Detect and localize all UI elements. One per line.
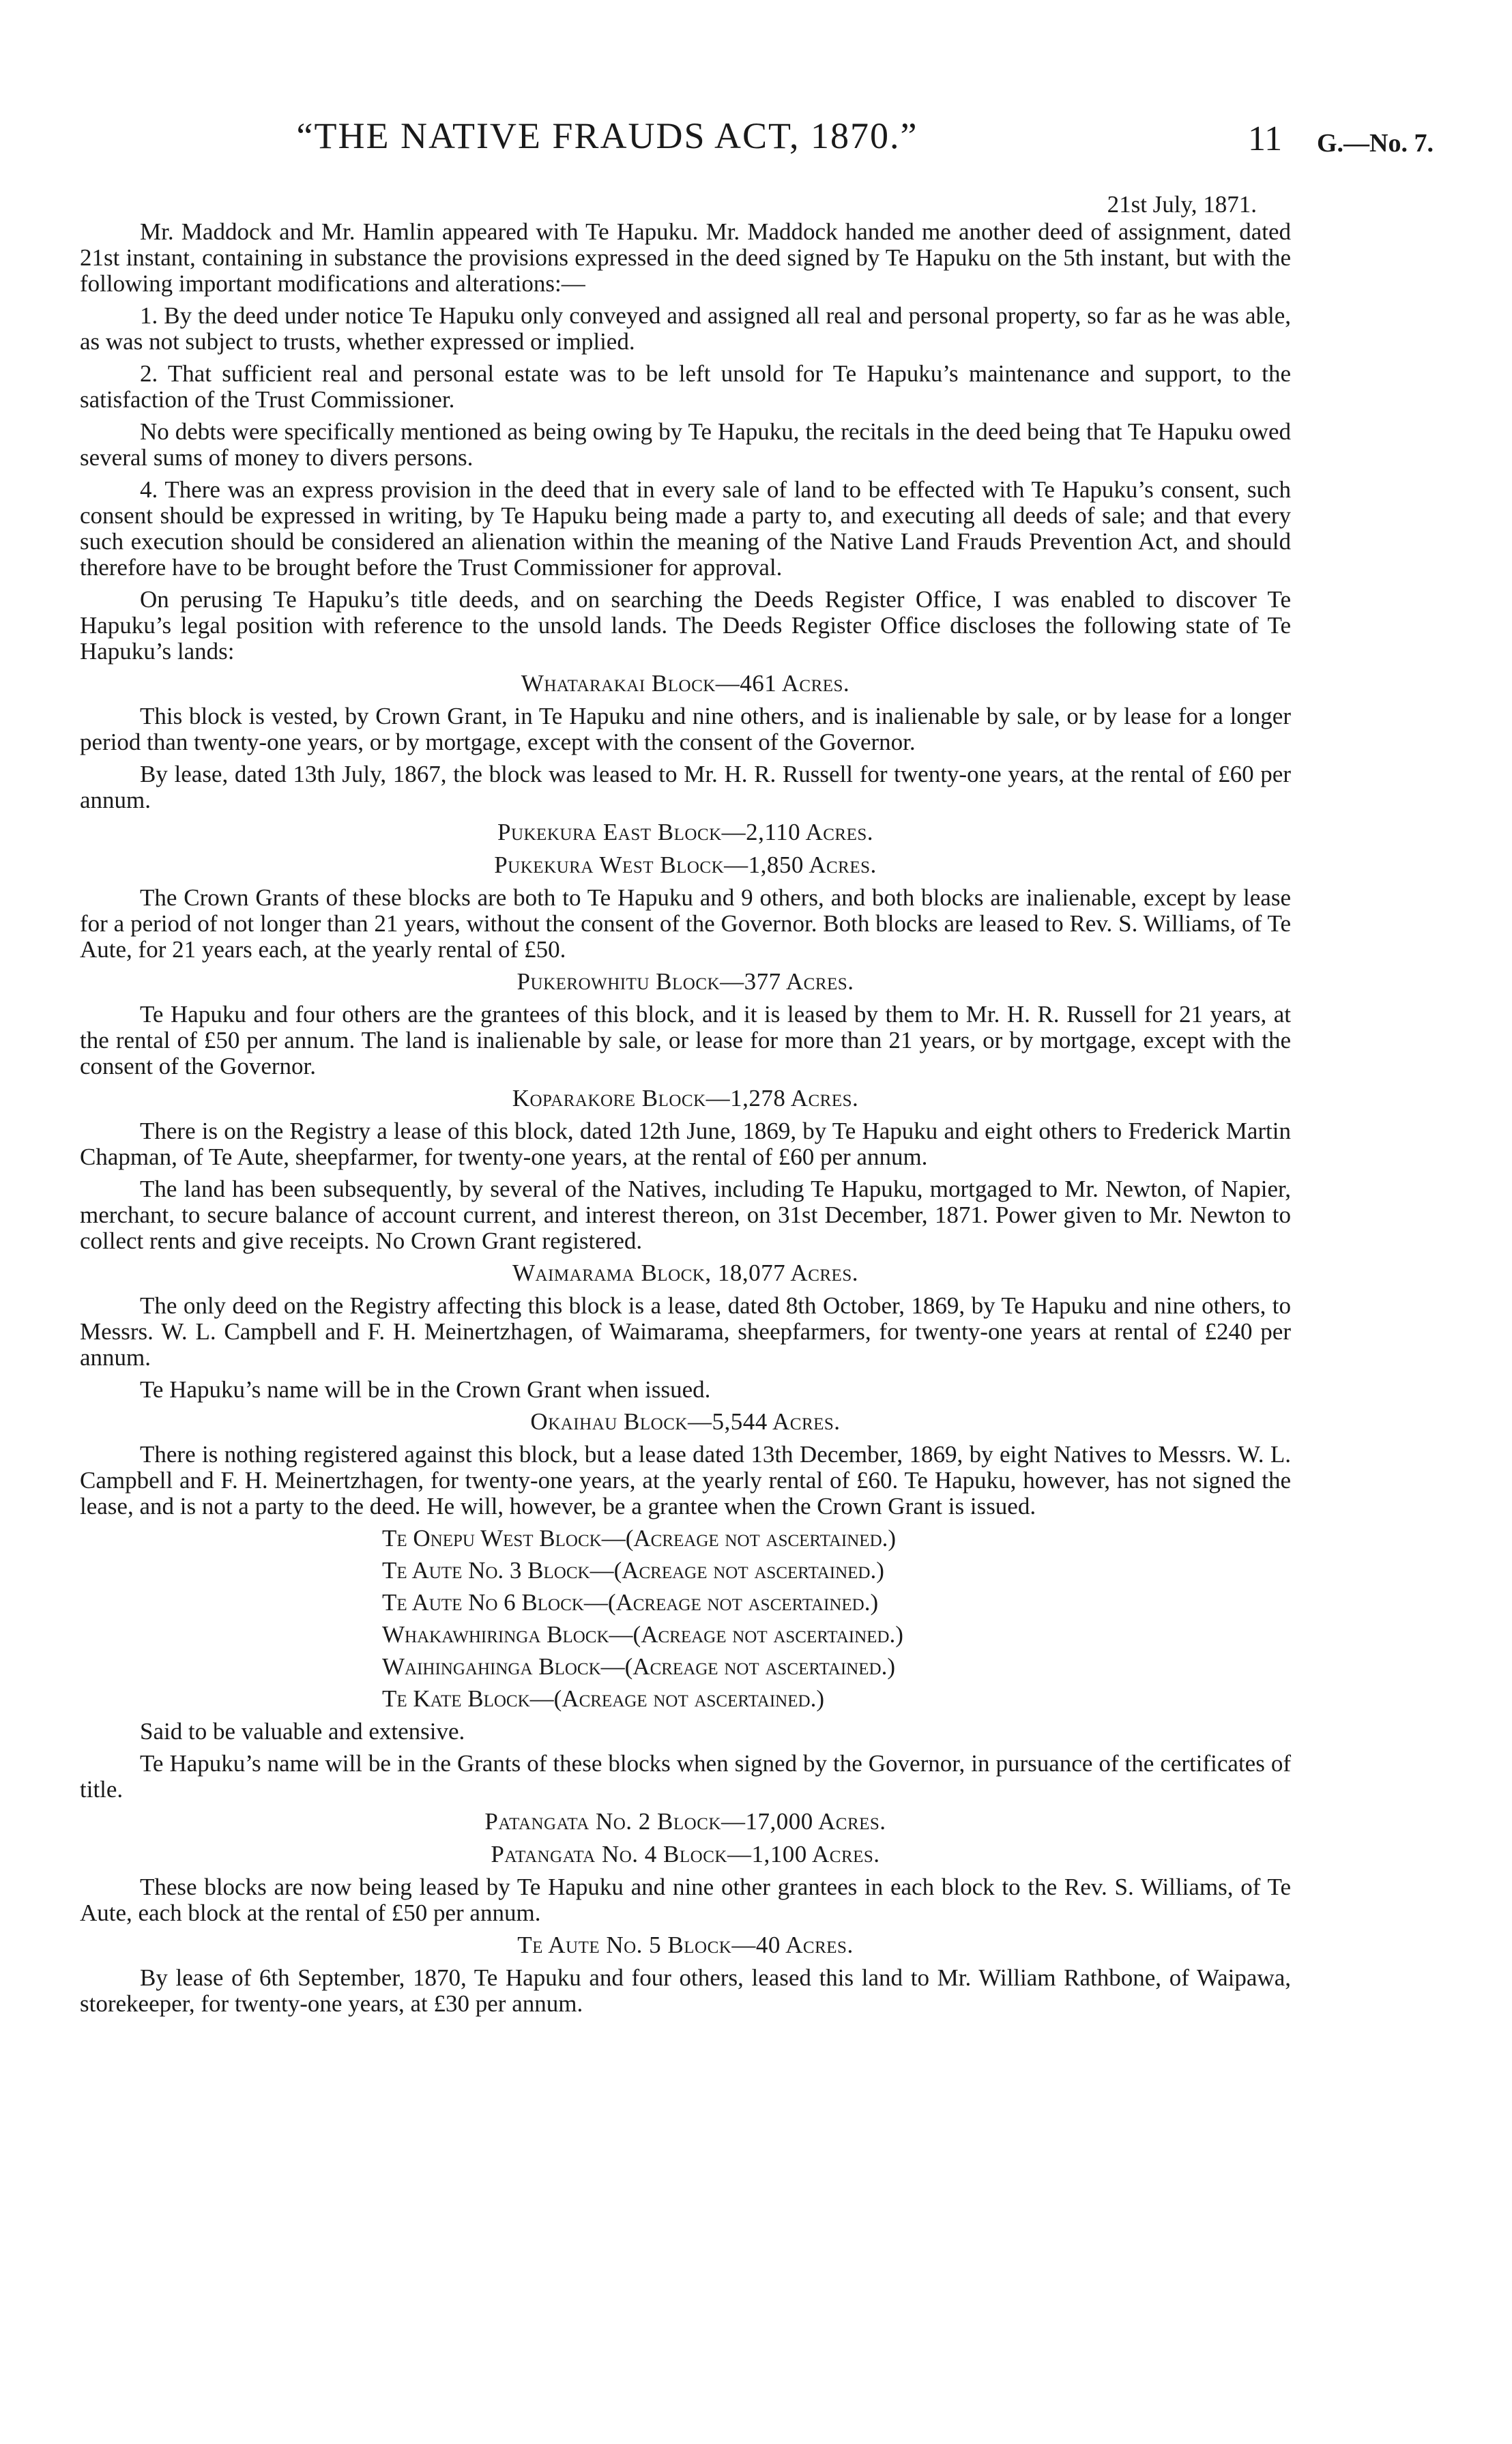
paragraph: There is nothing registered against this block, but a lease dated 13th December, 1869, by eight Natives to Messrs. W. L. Campbell and F. H. Meinertzhagen, for twenty-one years, at the yearly rental of £60. Te Hapuku, however, has not signed the lease, and is not a party to the deed. He will, however, be a grantee when the Crown Grant is issued. — [80, 1441, 1291, 1519]
paragraph: Te Hapuku’s name will be in the Crown Grant when issued. — [140, 1376, 711, 1403]
block-list-item: Te Aute No 6 Block—(Acreage not ascertained.) — [382, 1589, 879, 1616]
page-number: 11 — [1248, 119, 1283, 158]
paragraph: 4. There was an express provision in the deed that in every sale of land to be effected with Te Hapuku’s consent, such consent should be expressed in writing, by Te Hapuku being made a party to, and executing all deeds of sale; and that every such execution should be considered an alienation within the meaning of the Native Land Frauds Prevention Act, and should therefore have to be brought before the Trust Commissioner for approval. — [80, 476, 1291, 581]
section-heading: Koparakore Block—1,278 Acres. — [512, 1085, 859, 1111]
block-list-item: Waihingahinga Block—(Acreage not ascertained.) — [382, 1653, 895, 1680]
paragraph: There is on the Registry a lease of this block, dated 12th June, 1869, by Te Hapuku and eight others to Frederick Martin Chapman, of Te Aute, sheepfarmer, for twenty-one years, at the rental of £60 per annum. — [80, 1118, 1291, 1170]
paper-reference: G.—No. 7. — [1317, 129, 1434, 158]
paragraph: The Crown Grants of these blocks are both to Te Hapuku and 9 others, and both blocks are inalienable, except by lease for a period of not longer than 21 years, without the consent of the Governor. Both blocks are leased to Rev. S. Williams, of Te Aute, for 21 years each, at the yearly rental of £50. — [80, 884, 1291, 963]
entry-date: 21st July, 1871. — [1107, 191, 1257, 218]
paragraph: By lease of 6th September, 1870, Te Hapuku and four others, leased this land to Mr. William Rathbone, of Waipawa, storekeeper, for twenty-one years, at £30 per annum. — [80, 1964, 1291, 2017]
block-list — [382, 1526, 1291, 1712]
section-heading: Pukerowhitu Block—377 Acres. — [517, 968, 854, 995]
paragraph: This block is vested, by Crown Grant, in Te Hapuku and nine others, and is inalienable by sale, or by lease for a longer period than twenty-one years, or by mortgage, except with the consent of the Governor. — [80, 703, 1291, 755]
paragraph: Te Hapuku’s name will be in the Grants of these blocks when signed by the Governor, in pursuance of the certificates of title. — [80, 1750, 1291, 1803]
paragraph: On perusing Te Hapuku’s title deeds, and on searching the Deeds Register Office, I was enabled to discover Te Hapuku’s legal position with reference to the unsold lands. The Deeds Register Office discloses the following state of Te Hapuku’s lands: — [80, 586, 1291, 665]
block-list-item: Te Aute No. 3 Block—(Acreage not ascertained.) — [382, 1557, 884, 1584]
section-heading: Waimarama Block, 18,077 Acres. — [512, 1260, 858, 1286]
paragraph: Mr. Maddock and Mr. Hamlin appeared with Te Hapuku. Mr. Maddock handed me another deed of assignment, dated 21st instant, containing in substance the provisions expressed in the deed signed by Te Hapuku on the 5th instant, but with the following important modifications and alterations:— — [80, 218, 1291, 297]
paragraph: The only deed on the Registry affecting this block is a lease, dated 8th October, 1869, by Te Hapuku and nine others, to Messrs. W. L. Campbell and F. H. Meinertzhagen, of Waimarama, sheepfarmers, for twenty-one years at rental of £240 per annum. — [80, 1292, 1291, 1371]
block-list-item: Te Kate Block—(Acreage not ascertained.) — [382, 1685, 824, 1712]
section-heading: Patangata No. 2 Block—17,000 Acres. — [484, 1808, 886, 1835]
paragraph: Said to be valuable and extensive. — [140, 1718, 465, 1745]
paragraph: 1. By the deed under notice Te Hapuku only conveyed and assigned all real and personal property, so far as he was able, as was not subject to trusts, whether expressed or implied. — [80, 302, 1291, 355]
block-list-item: Te Onepu West Block—(Acreage not ascertained.) — [382, 1525, 897, 1552]
running-title: “THE NATIVE FRAUDS ACT, 1870.” — [296, 115, 918, 156]
page-header — [0, 115, 1512, 162]
document-body — [80, 192, 1291, 2023]
section-heading: Patangata No. 4 Block—1,100 Acres. — [491, 1841, 880, 1867]
section-heading: Pukekura East Block—2,110 Acres. — [497, 819, 873, 845]
section-heading: Okaihau Block—5,544 Acres. — [530, 1408, 841, 1435]
section-heading: Te Aute No. 5 Block—40 Acres. — [517, 1932, 854, 1958]
paragraph: Te Hapuku and four others are the grantees of this block, and it is leased by them to Mr. H. R. Russell for 21 years, at the rental of £50 per annum. The land is inalienable by sale, or lease for more than 21 years, or by mortgage, except with the consent of the Governor. — [80, 1001, 1291, 1079]
paragraph: The land has been subsequently, by several of the Natives, including Te Hapuku, mortgaged to Mr. Newton, of Napier, merchant, to secure balance of account current, and interest thereon, on 31st December, 1871. Power given to Mr. Newton to collect rents and give receipts. No Crown Grant registered. — [80, 1176, 1291, 1254]
paragraph: By lease, dated 13th July, 1867, the block was leased to Mr. H. R. Russell for twenty-one years, at the rental of £60 per annum. — [80, 761, 1291, 813]
section-heading: Pukekura West Block—1,850 Acres. — [494, 852, 877, 878]
paragraph: These blocks are now being leased by Te Hapuku and nine other grantees in each block to the Rev. S. Williams, of Te Aute, each block at the rental of £50 per annum. — [80, 1874, 1291, 1926]
paragraph: 2. That sufficient real and personal estate was to be left unsold for Te Hapuku’s maintenance and support, to the satisfaction of the Trust Commissioner. — [80, 360, 1291, 413]
block-list-item: Whakawhiringa Block—(Acreage not ascertained.) — [382, 1621, 903, 1648]
section-heading: Whatarakai Block—461 Acres. — [521, 670, 850, 697]
paragraph: No debts were specifically mentioned as being owing by Te Hapuku, the recitals in the deed being that Te Hapuku owed several sums of money to divers persons. — [80, 418, 1291, 471]
